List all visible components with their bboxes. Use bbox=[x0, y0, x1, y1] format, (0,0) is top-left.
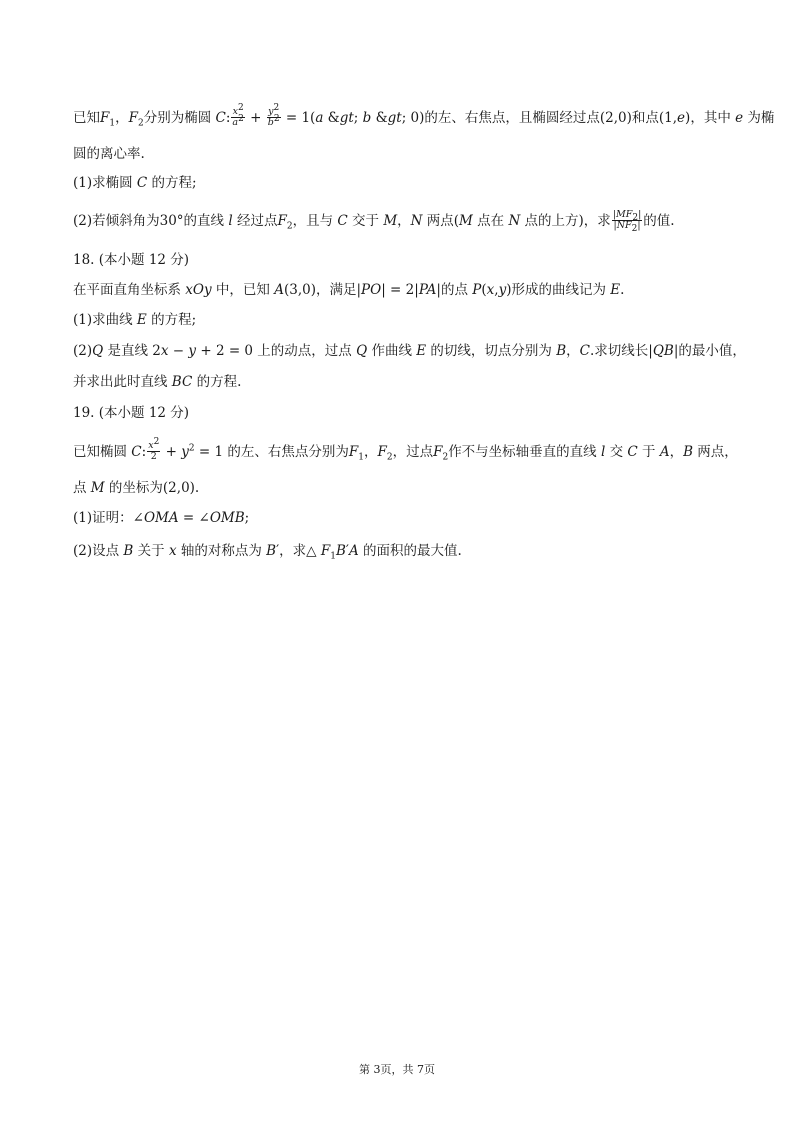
problem19-stem-a-text: 已知椭圆 C: $\frac{x^2}{2}$ + $y^2 = 1$ 的左、右焦点分别为$F_1$，$F_2$，过点$F_2$作不与坐标轴垂直的直线 l 交 C 于 A，B 两点， bbox=[73, 436, 738, 463]
problem18-stem-text: 在平面直角坐标系 xOy 中，已知 A(3,0)，满足|PO| = 2|PA|的点 P(x,y)形成的曲线记为 E. bbox=[73, 282, 625, 298]
problem18-stem bbox=[73, 280, 734, 300]
problem19-stem-b-text: 点 M 的坐标为(2,0). bbox=[73, 480, 200, 496]
problem18-part1-text: (1)求曲线 E 的方程; bbox=[73, 312, 197, 328]
page-footer: 第 3页，共 7页 bbox=[359, 1063, 435, 1076]
problem19-part1-text: (1)证明：∠OMA = ∠OMB; bbox=[73, 510, 250, 526]
problem17-stem-line2 bbox=[73, 144, 734, 164]
problem18-part2-a-text: (2)Q 是直线 2x − y + 2 = 0 上的动点，过点 Q 作曲线 E 的切线，切点分别为 B，C.求切线长|QB|的最小值， bbox=[73, 343, 746, 359]
problem17-stem-a: 已知$F_1$，$F_2$分别为椭圆 C: $\frac{x^2}{a^2}$ + $\frac{y^2}{b^2}$ = 1(a &gt; b &gt; 0)的左、右焦点，且椭圆经过点(2,0)和点(1,e)，其中 e 为椭 bbox=[73, 102, 775, 129]
problem18-header bbox=[73, 250, 734, 270]
problem19-part1 bbox=[73, 508, 734, 528]
problem19-stem-line2 bbox=[73, 478, 734, 498]
problem19-header-text: 19. (本小题 12 分) bbox=[73, 405, 190, 421]
problem19-stem-line1 bbox=[73, 436, 738, 463]
problem19-header bbox=[73, 403, 734, 423]
problem18-part2-line1 bbox=[73, 341, 746, 361]
problem17-part1 bbox=[73, 173, 734, 193]
problem18-header-text: 18. (本小题 12 分) bbox=[73, 252, 190, 268]
problem17-part2-text: (2)若倾斜角为30°的直线 l 经过点$F_2$，且与 C 交于 M，N 两点(M 点在 N 点的上方)，求 $\frac{|MF_2|}{|NF_2|}$ 的值. bbox=[73, 209, 675, 234]
problem17-stem-b: 圆的离心率. bbox=[73, 146, 145, 162]
problem17-part1-text: (1)求椭圆 C 的方程; bbox=[73, 175, 197, 191]
problem19-part2-text: (2)设点 B 关于 x 轴的对称点为 B′，求△ $F_1B'A$ 的面积的最大值. bbox=[73, 543, 462, 562]
problem18-part2-line2 bbox=[73, 372, 734, 392]
problem18-part2-b-text: 并求出此时直线 BC 的方程. bbox=[73, 374, 242, 390]
problem17-stem-line1 bbox=[73, 102, 775, 129]
problem19-part2 bbox=[73, 541, 734, 561]
problem18-part1 bbox=[73, 310, 734, 330]
problem17-part2 bbox=[73, 211, 734, 232]
